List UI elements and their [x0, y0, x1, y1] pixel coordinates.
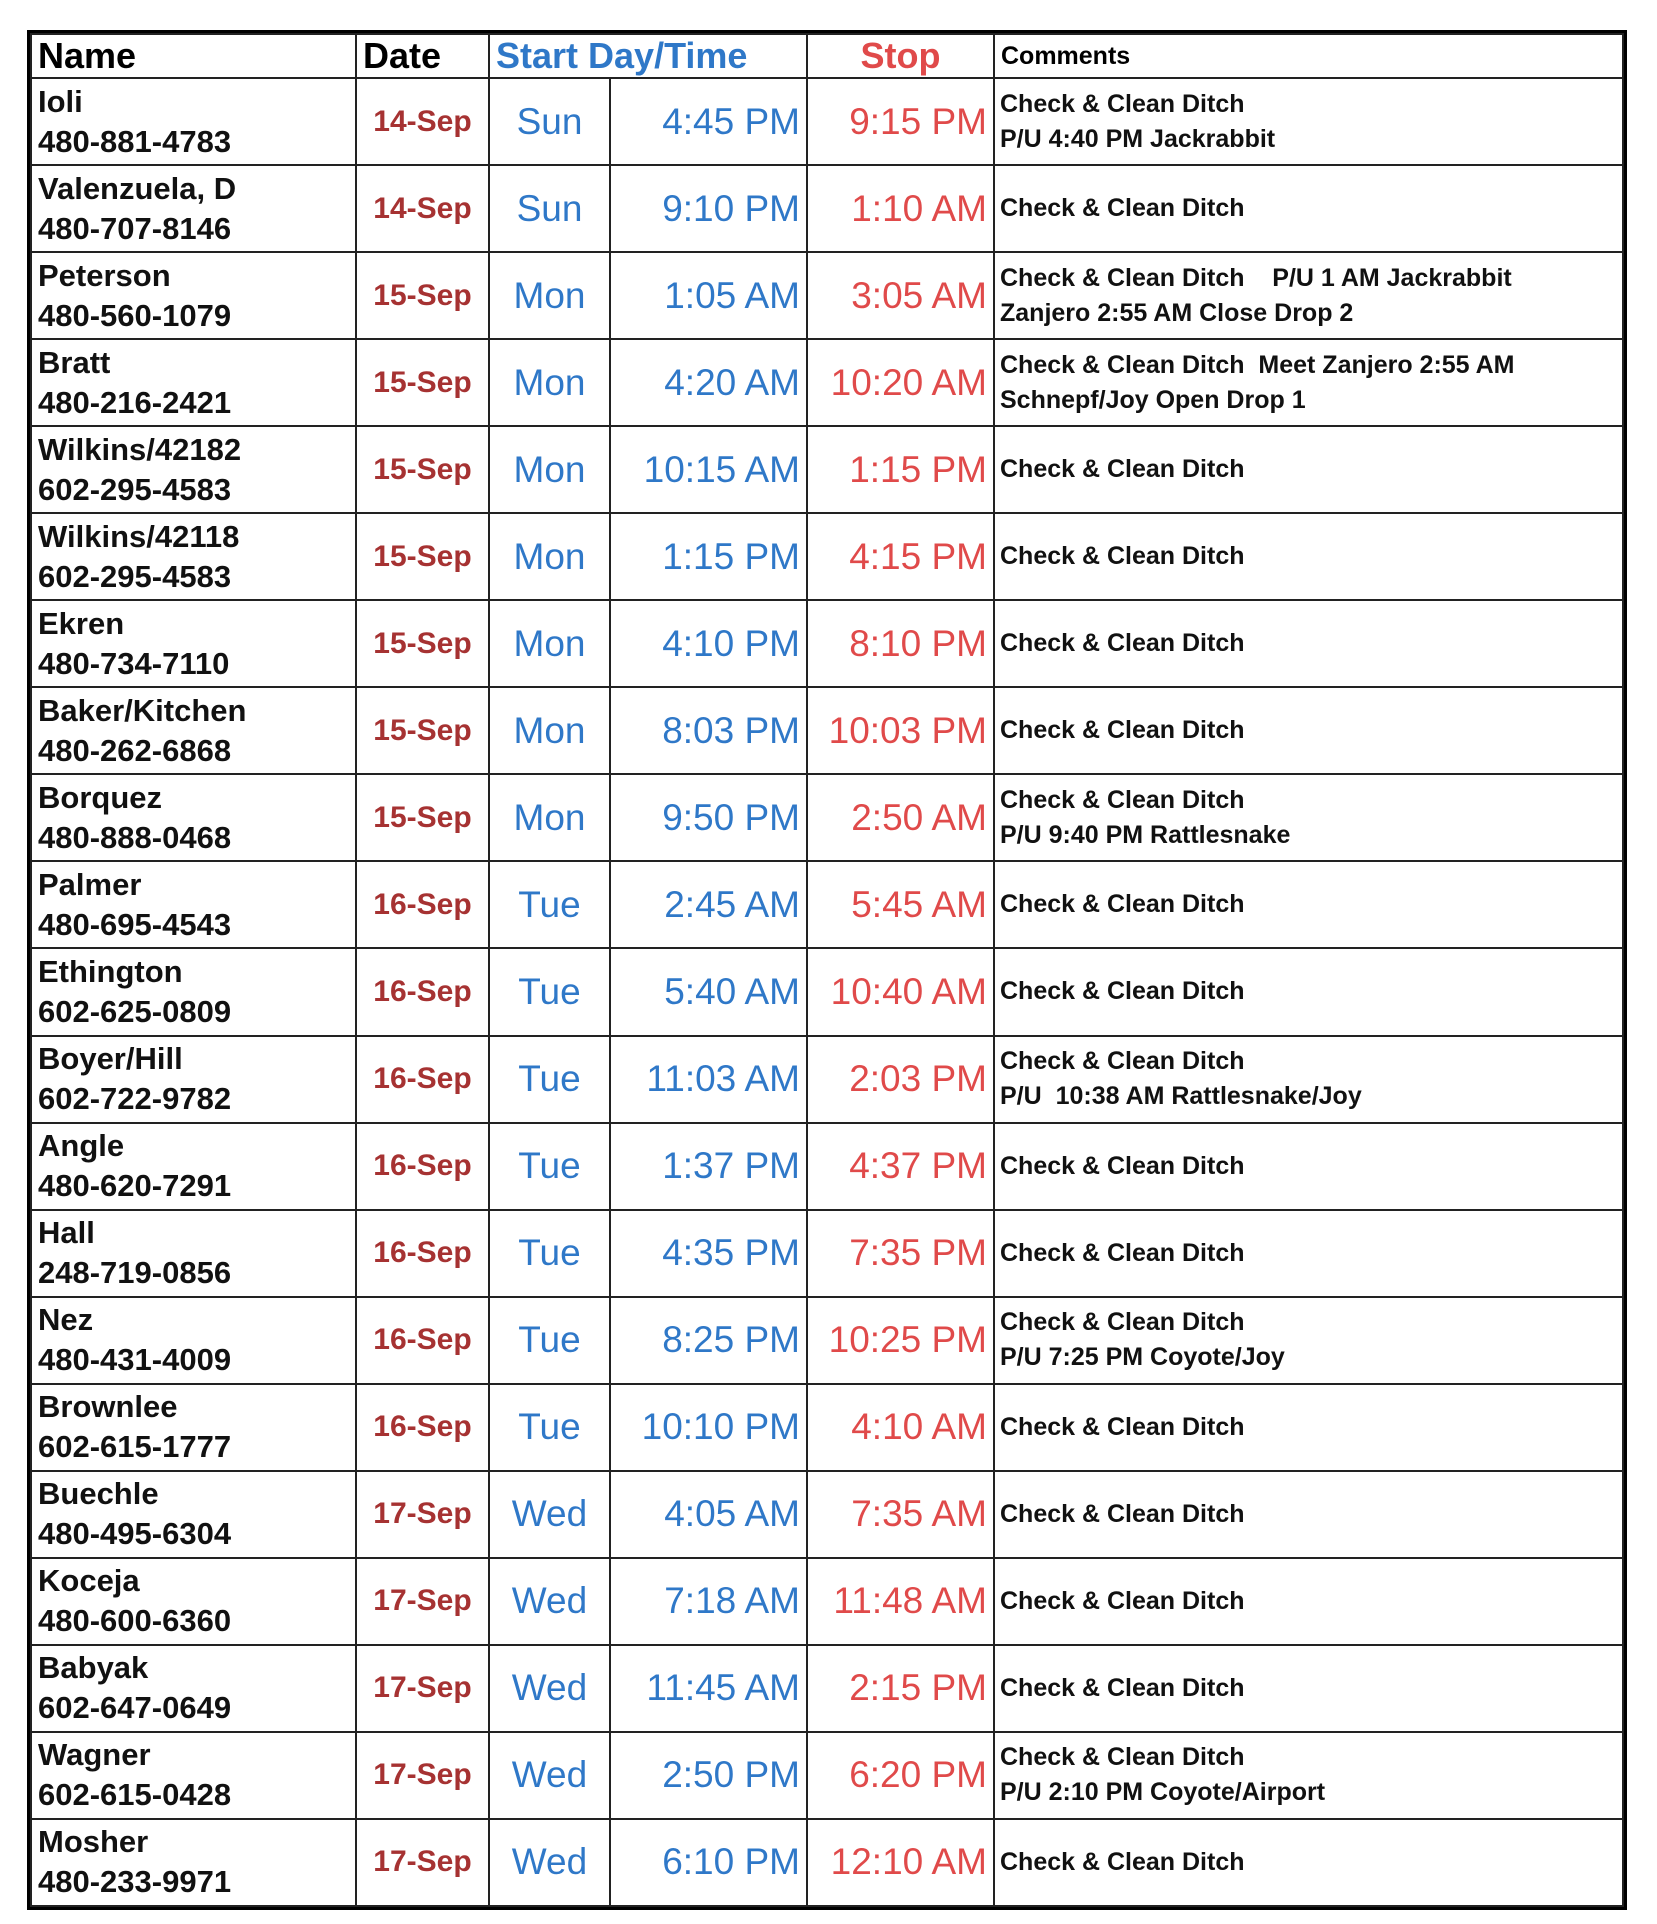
comments-cell: [994, 1471, 1623, 1558]
start-time-cell: 9:50 PM: [610, 774, 807, 861]
comments-cell: [994, 78, 1623, 165]
person-name: Wagner: [38, 1737, 151, 1773]
start-time-cell: 2:45 AM: [610, 861, 807, 948]
irrigation-schedule-table: [30, 33, 1624, 1907]
start-time-cell: 4:20 AM: [610, 339, 807, 426]
name-cell: [31, 948, 356, 1035]
person-name: Brownlee: [38, 1389, 178, 1425]
comments-cell: [994, 1210, 1623, 1297]
start-time-cell: 4:35 PM: [610, 1210, 807, 1297]
date-cell: 17-Sep: [356, 1645, 489, 1732]
table-row: [31, 1819, 1623, 1906]
person-phone: 602-615-1777: [38, 1429, 232, 1465]
comment-line-2: Zanjero 2:55 AM Close Drop 2: [1000, 298, 1354, 327]
comment-line-1: Check & Clean Ditch: [1000, 1238, 1245, 1267]
comment-line-1: Check & Clean Ditch Meet Zanjero 2:55 AM: [1000, 350, 1515, 379]
comments-cell: [994, 948, 1623, 1035]
table-row: [31, 339, 1623, 426]
day-cell: Wed: [489, 1732, 610, 1819]
stop-time-cell: 5:45 AM: [807, 861, 994, 948]
person-name: Ekren: [38, 605, 125, 641]
comment-line-1: Check & Clean Ditch: [1000, 1308, 1245, 1337]
day-cell: Mon: [489, 426, 610, 513]
date-cell: 15-Sep: [356, 252, 489, 339]
comments-cell: [994, 1384, 1623, 1471]
person-name: Baker/Kitchen: [38, 692, 247, 728]
table-row: [31, 600, 1623, 687]
name-cell: [31, 1645, 356, 1732]
stop-time-cell: 10:25 PM: [807, 1297, 994, 1384]
table-body: [31, 78, 1623, 1906]
start-time-cell: 4:45 PM: [610, 78, 807, 165]
name-cell: [31, 861, 356, 948]
stop-time-cell: 1:10 AM: [807, 165, 994, 252]
start-time-cell: 4:05 AM: [610, 1471, 807, 1558]
name-cell: [31, 1384, 356, 1471]
name-cell: [31, 1123, 356, 1210]
person-phone: 480-734-7110: [38, 645, 230, 681]
day-cell: Tue: [489, 1297, 610, 1384]
stop-time-cell: 8:10 PM: [807, 600, 994, 687]
day-cell: Mon: [489, 339, 610, 426]
stop-time-cell: 2:03 PM: [807, 1036, 994, 1123]
person-name: Borquez: [38, 779, 162, 815]
comment-line-1: Check & Clean Ditch: [1000, 1151, 1245, 1180]
start-time-cell: 2:50 PM: [610, 1732, 807, 1819]
date-cell: 17-Sep: [356, 1558, 489, 1645]
table-row: [31, 426, 1623, 513]
stop-time-cell: 7:35 PM: [807, 1210, 994, 1297]
person-name: Mosher: [38, 1824, 149, 1860]
day-cell: Tue: [489, 1036, 610, 1123]
table-row: [31, 1558, 1623, 1645]
comment-line-1: Check & Clean Ditch: [1000, 194, 1245, 223]
date-cell: 15-Sep: [356, 687, 489, 774]
name-cell: [31, 687, 356, 774]
comment-line-2: P/U 2:10 PM Coyote/Airport: [1000, 1778, 1326, 1807]
start-time-cell: 7:18 AM: [610, 1558, 807, 1645]
comment-line-2: P/U 10:38 AM Rattlesnake/Joy: [1000, 1082, 1362, 1111]
stop-time-cell: 4:37 PM: [807, 1123, 994, 1210]
name-cell: [31, 339, 356, 426]
comment-line-2: P/U 9:40 PM Rattlesnake: [1000, 820, 1291, 849]
stop-time-cell: 11:48 AM: [807, 1558, 994, 1645]
table-row: [31, 1123, 1623, 1210]
date-cell: 17-Sep: [356, 1732, 489, 1819]
comment-line-1: Check & Clean Ditch: [1000, 1412, 1245, 1441]
comment-line-1: Check & Clean Ditch: [1000, 1673, 1245, 1702]
date-cell: 15-Sep: [356, 600, 489, 687]
person-phone: 480-600-6360: [38, 1603, 232, 1639]
comment-line-1: Check & Clean Ditch: [1000, 1847, 1245, 1876]
comment-line-2: P/U 4:40 PM Jackrabbit: [1000, 124, 1276, 153]
person-name: Palmer: [38, 866, 142, 902]
comment-line-2: P/U 7:25 PM Coyote/Joy: [1000, 1343, 1285, 1372]
start-time-cell: 4:10 PM: [610, 600, 807, 687]
date-cell: 17-Sep: [356, 1819, 489, 1906]
person-phone: 480-233-9971: [38, 1864, 232, 1900]
person-name: Ioli: [38, 83, 83, 119]
table-row: [31, 1384, 1623, 1471]
day-cell: Mon: [489, 252, 610, 339]
comments-cell: [994, 513, 1623, 600]
date-cell: 16-Sep: [356, 1384, 489, 1471]
person-phone: 480-495-6304: [38, 1516, 232, 1552]
person-name: Wilkins/42118: [38, 518, 240, 554]
person-name: Bratt: [38, 344, 111, 380]
start-time-cell: 5:40 AM: [610, 948, 807, 1035]
person-name: Boyer/Hill: [38, 1041, 183, 1077]
name-cell: [31, 78, 356, 165]
day-cell: Tue: [489, 1123, 610, 1210]
comments-cell: [994, 1645, 1623, 1732]
start-time-cell: 8:03 PM: [610, 687, 807, 774]
person-phone: 480-262-6868: [38, 732, 232, 768]
table-row: [31, 948, 1623, 1035]
person-phone: 602-625-0809: [38, 993, 232, 1029]
person-phone: 480-888-0468: [38, 819, 232, 855]
day-cell: Tue: [489, 948, 610, 1035]
stop-time-cell: 2:50 AM: [807, 774, 994, 861]
header-start: Start Day/Time: [489, 34, 807, 78]
start-time-cell: 10:10 PM: [610, 1384, 807, 1471]
person-name: Wilkins/42182: [38, 431, 242, 467]
start-time-cell: 8:25 PM: [610, 1297, 807, 1384]
day-cell: Tue: [489, 861, 610, 948]
name-cell: [31, 1297, 356, 1384]
table-row: [31, 1210, 1623, 1297]
comments-cell: [994, 1036, 1623, 1123]
comments-cell: [994, 252, 1623, 339]
name-cell: [31, 513, 356, 600]
day-cell: Sun: [489, 165, 610, 252]
date-cell: 16-Sep: [356, 1036, 489, 1123]
comment-line-1: Check & Clean Ditch: [1000, 977, 1245, 1006]
comments-cell: [994, 1732, 1623, 1819]
person-phone: 248-719-0856: [38, 1255, 232, 1291]
comments-cell: [994, 861, 1623, 948]
stop-time-cell: 6:20 PM: [807, 1732, 994, 1819]
comments-cell: [994, 600, 1623, 687]
comments-cell: [994, 774, 1623, 861]
table-row: [31, 1471, 1623, 1558]
stop-time-cell: 2:15 PM: [807, 1645, 994, 1732]
day-cell: Tue: [489, 1210, 610, 1297]
date-cell: 14-Sep: [356, 165, 489, 252]
table-row: [31, 165, 1623, 252]
date-cell: 15-Sep: [356, 774, 489, 861]
name-cell: [31, 1732, 356, 1819]
stop-time-cell: 10:03 PM: [807, 687, 994, 774]
comments-cell: [994, 165, 1623, 252]
comment-line-1: Check & Clean Ditch P/U 1 AM Jackrabbit: [1000, 263, 1512, 292]
day-cell: Wed: [489, 1471, 610, 1558]
date-cell: 15-Sep: [356, 339, 489, 426]
date-cell: 16-Sep: [356, 1297, 489, 1384]
stop-time-cell: 10:40 AM: [807, 948, 994, 1035]
name-cell: [31, 1819, 356, 1906]
comment-line-1: Check & Clean Ditch: [1000, 542, 1245, 571]
day-cell: Mon: [489, 600, 610, 687]
person-name: Ethington: [38, 953, 183, 989]
comments-cell: [994, 1297, 1623, 1384]
comments-cell: [994, 426, 1623, 513]
person-phone: 602-722-9782: [38, 1081, 232, 1117]
start-time-cell: 11:45 AM: [610, 1645, 807, 1732]
comment-line-1: Check & Clean Ditch: [1000, 455, 1245, 484]
person-name: Koceja: [38, 1563, 140, 1599]
name-cell: [31, 1210, 356, 1297]
comment-line-1: Check & Clean Ditch: [1000, 890, 1245, 919]
person-phone: 480-620-7291: [38, 1168, 232, 1204]
person-name: Angle: [38, 1128, 125, 1164]
comments-cell: [994, 339, 1623, 426]
table-row: [31, 1645, 1623, 1732]
table-row: [31, 513, 1623, 600]
header-date: Date: [356, 34, 489, 78]
stop-time-cell: 1:15 PM: [807, 426, 994, 513]
name-cell: [31, 1558, 356, 1645]
start-time-cell: 6:10 PM: [610, 1819, 807, 1906]
comment-line-1: Check & Clean Ditch: [1000, 1047, 1245, 1076]
name-cell: [31, 165, 356, 252]
comments-cell: [994, 1558, 1623, 1645]
comment-line-1: Check & Clean Ditch: [1000, 89, 1245, 118]
person-name: Hall: [38, 1215, 95, 1251]
day-cell: Wed: [489, 1558, 610, 1645]
person-phone: 480-431-4009: [38, 1342, 232, 1378]
name-cell: [31, 600, 356, 687]
header-name: Name: [31, 34, 356, 78]
person-name: Nez: [38, 1302, 94, 1338]
day-cell: Mon: [489, 687, 610, 774]
date-cell: 17-Sep: [356, 1471, 489, 1558]
name-cell: [31, 426, 356, 513]
table-row: [31, 861, 1623, 948]
date-cell: 15-Sep: [356, 513, 489, 600]
start-time-cell: 1:15 PM: [610, 513, 807, 600]
name-cell: [31, 1036, 356, 1123]
name-cell: [31, 1471, 356, 1558]
comment-line-1: Check & Clean Ditch: [1000, 1499, 1245, 1528]
person-name: Buechle: [38, 1476, 159, 1512]
header-stop: Stop: [807, 34, 994, 78]
comment-line-1: Check & Clean Ditch: [1000, 1743, 1245, 1772]
comment-line-1: Check & Clean Ditch: [1000, 1586, 1245, 1615]
comment-line-1: Check & Clean Ditch: [1000, 785, 1245, 814]
person-name: Peterson: [38, 257, 171, 293]
table-row: [31, 1732, 1623, 1819]
comment-line-1: Check & Clean Ditch: [1000, 629, 1245, 658]
comments-cell: [994, 687, 1623, 774]
stop-time-cell: 7:35 AM: [807, 1471, 994, 1558]
table-row: [31, 1297, 1623, 1384]
date-cell: 16-Sep: [356, 948, 489, 1035]
comments-cell: [994, 1123, 1623, 1210]
person-phone: 602-615-0428: [38, 1777, 232, 1813]
stop-time-cell: 10:20 AM: [807, 339, 994, 426]
name-cell: [31, 252, 356, 339]
day-cell: Mon: [489, 513, 610, 600]
person-name: Valenzuela, D: [38, 170, 237, 206]
date-cell: 15-Sep: [356, 426, 489, 513]
person-phone: 602-295-4583: [38, 471, 232, 507]
stop-time-cell: 4:15 PM: [807, 513, 994, 600]
person-phone: 480-881-4783: [38, 123, 232, 159]
day-cell: Mon: [489, 774, 610, 861]
day-cell: Wed: [489, 1645, 610, 1732]
table-row: [31, 687, 1623, 774]
start-time-cell: 1:05 AM: [610, 252, 807, 339]
header-comments: Comments: [994, 34, 1623, 78]
day-cell: Tue: [489, 1384, 610, 1471]
person-name: Babyak: [38, 1650, 149, 1686]
comments-cell: [994, 1819, 1623, 1906]
stop-time-cell: 12:10 AM: [807, 1819, 994, 1906]
table-row: [31, 78, 1623, 165]
stop-time-cell: 9:15 PM: [807, 78, 994, 165]
date-cell: 16-Sep: [356, 1123, 489, 1210]
person-phone: 480-216-2421: [38, 384, 232, 420]
person-phone: 602-295-4583: [38, 558, 232, 594]
start-time-cell: 9:10 PM: [610, 165, 807, 252]
person-phone: 480-695-4543: [38, 906, 232, 942]
stop-time-cell: 3:05 AM: [807, 252, 994, 339]
header-row: [31, 34, 1623, 78]
table-row: [31, 774, 1623, 861]
schedule-sheet: [27, 30, 1627, 1910]
date-cell: 14-Sep: [356, 78, 489, 165]
table-row: [31, 252, 1623, 339]
start-time-cell: 1:37 PM: [610, 1123, 807, 1210]
person-phone: 480-560-1079: [38, 297, 232, 333]
person-phone: 602-647-0649: [38, 1690, 232, 1726]
table-row: [31, 1036, 1623, 1123]
comment-line-2: Schnepf/Joy Open Drop 1: [1000, 385, 1306, 414]
name-cell: [31, 774, 356, 861]
date-cell: 16-Sep: [356, 861, 489, 948]
start-time-cell: 11:03 AM: [610, 1036, 807, 1123]
person-phone: 480-707-8146: [38, 210, 232, 246]
start-time-cell: 10:15 AM: [610, 426, 807, 513]
day-cell: Wed: [489, 1819, 610, 1906]
comment-line-1: Check & Clean Ditch: [1000, 716, 1245, 745]
stop-time-cell: 4:10 AM: [807, 1384, 994, 1471]
day-cell: Sun: [489, 78, 610, 165]
date-cell: 16-Sep: [356, 1210, 489, 1297]
